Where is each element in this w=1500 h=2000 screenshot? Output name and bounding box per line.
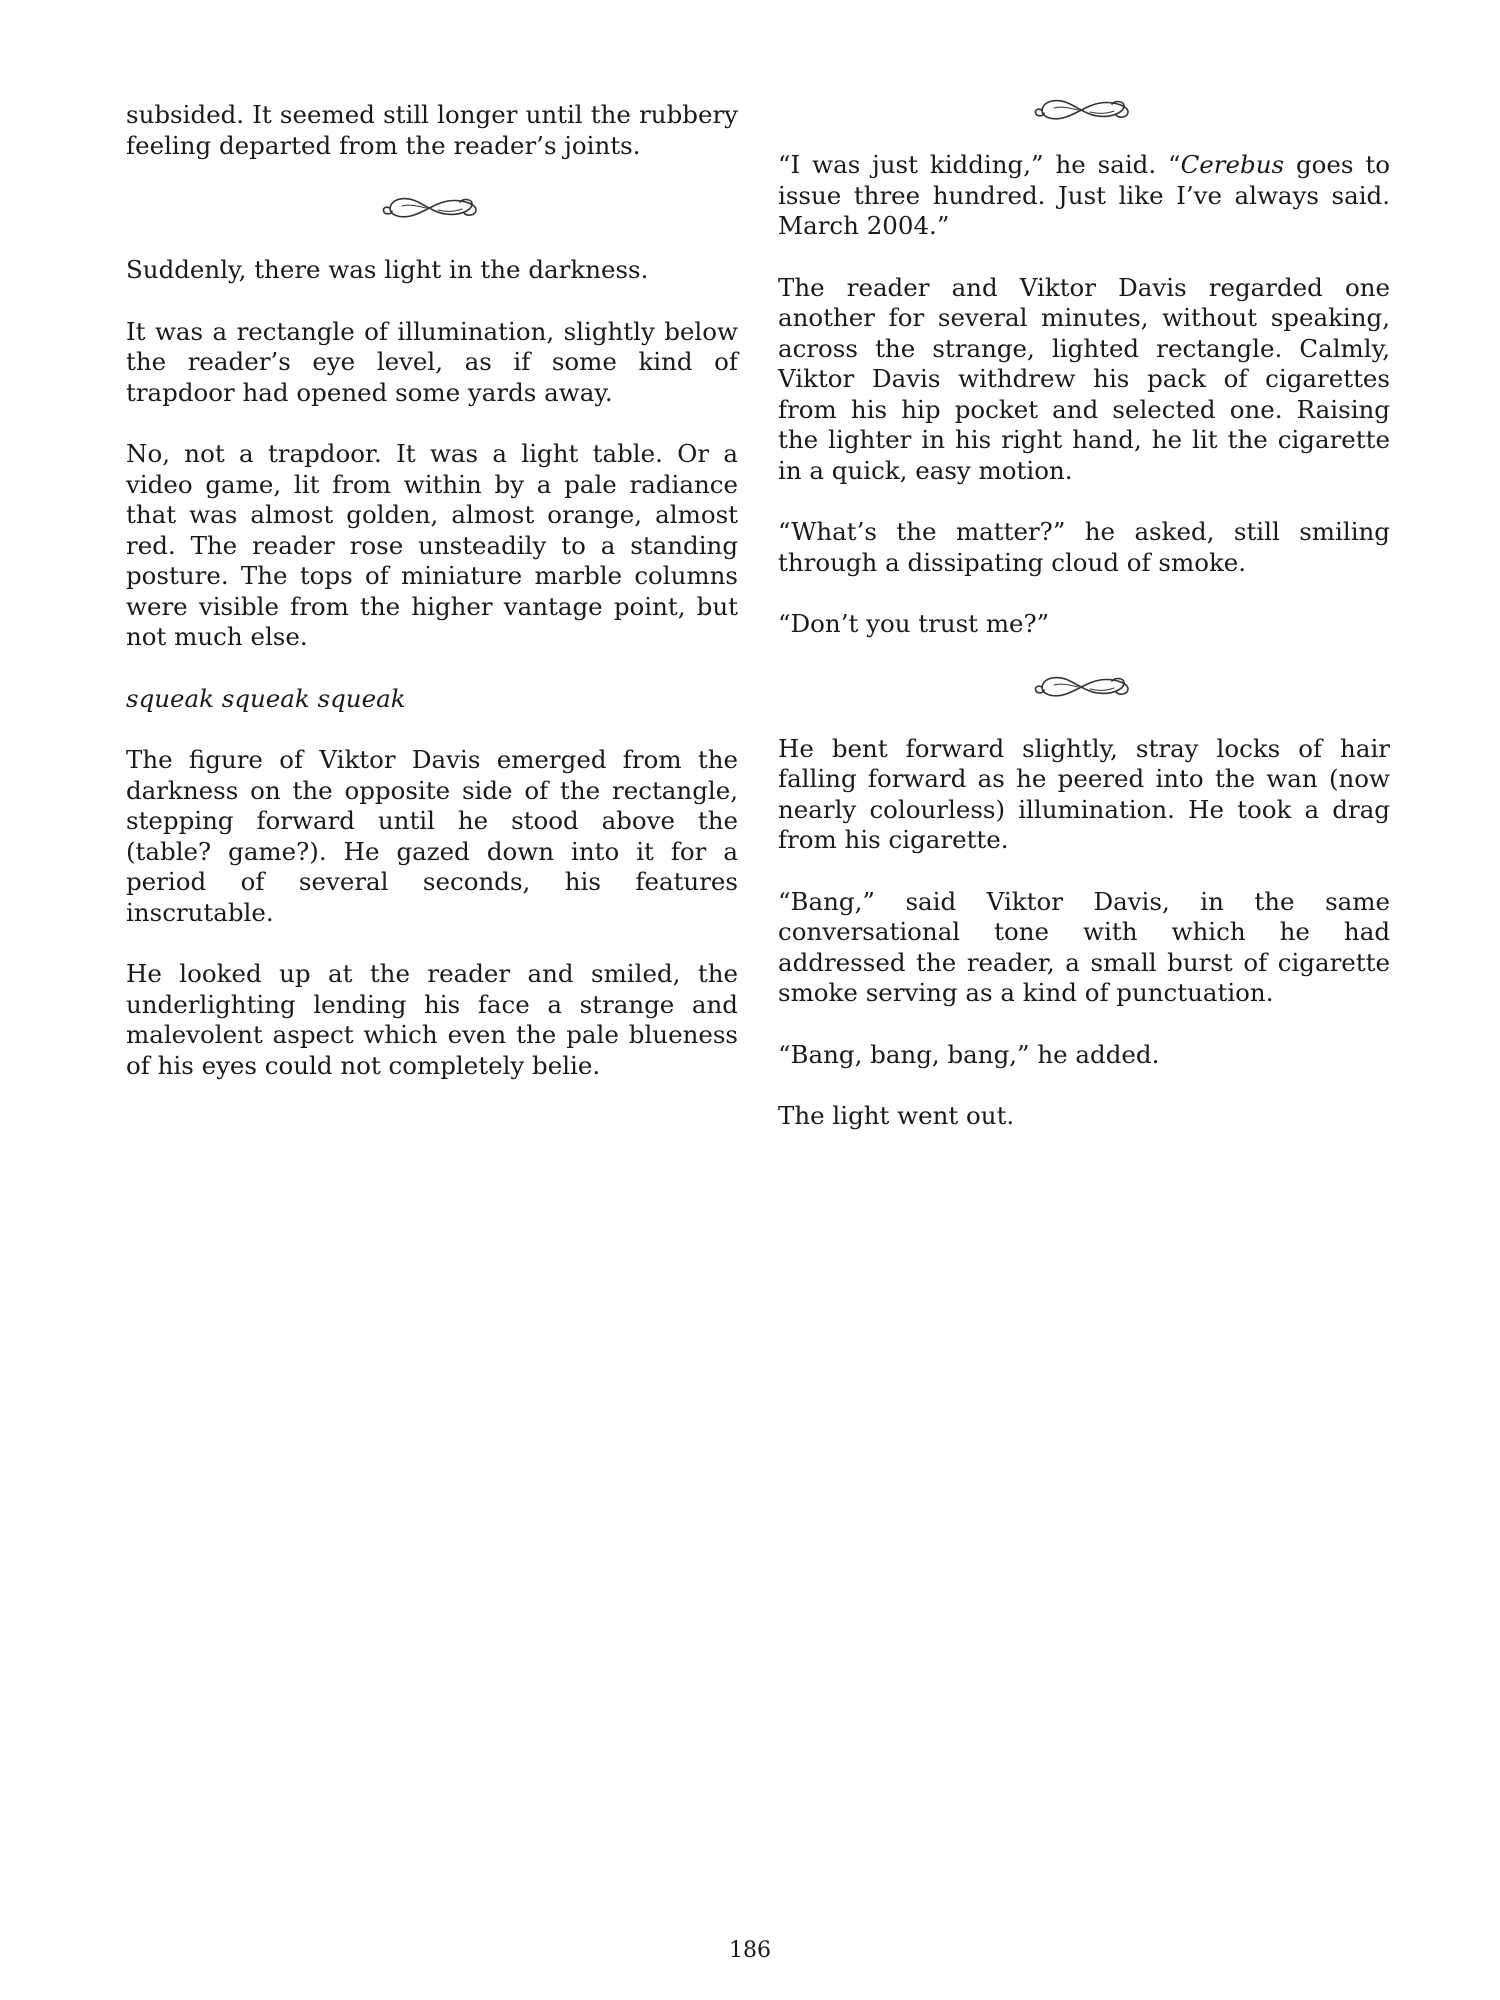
paragraph: “Don’t you trust me?” [778,609,1050,638]
paragraph: “Bang,” said Viktor Davis, in the same conversational tone with which he had addressed the reader, a small burst of cigarette smoke serving as a kind of punctuation. [778,886,1390,1007]
paragraph-sound-effect: squeak squeak squeak [126,683,406,713]
paragraph [778,150,1390,242]
paragraph: The figure of Viktor Davis emerged from the darkness on the opposite side of the rectangle, stepping forward until he stood above the (table? game?). He gazed down into it for a period of several seconds, his features inscrutable. [126,745,738,927]
flourish-divider-icon [778,94,1390,126]
paragraph: He looked up at the reader and smiled, the underlighting lending his face a strange and malevolent aspect which even the pale blueness of his eyes could not completely belie. [126,959,738,1080]
text-run: goes to issue three hundred. Just like I’ve always said. March 2004.” [778,150,1390,240]
right-column [778,100,1390,1163]
paragraph: “What’s the matter?” he asked, still smiling through a dissipating cloud of smoke. [778,517,1390,577]
flourish-divider-icon [778,671,1390,703]
paragraph: The light went out. [778,1101,1015,1130]
page-number: 186 [729,1938,771,1963]
paragraph: Suddenly, there was light in the darkness. [126,255,649,284]
paragraph: It was a rectangle of illumination, slightly below the reader’s eye level, as if some kind of trapdoor had opened some yards away. [126,316,738,407]
text-run: “I was just kidding,” he said. “ [778,150,1181,179]
paragraph: No, not a trapdoor. It was a light table. Or a video game, lit from within by a pale radiance that was almost golden, almost orange, almost red. The reader rose unsteadily to a standing posture. The tops of miniature marble columns were visible from the higher vantage point, but not much else. [126,439,738,651]
left-column [126,100,738,1112]
paragraph: The reader and Viktor Davis regarded one another for several minutes, without speaking, across the strange, lighted rectangle. Calmly, Viktor Davis withdrew his pack of cigarettes from his hip pocket and selected one. Raising the lighter in his right hand, he lit the cigarette in a quick, easy motion. [778,272,1390,485]
paragraph: He bent forward slightly, stray locks of hair falling forward as he peered into the wan (now nearly colourless) illumination. He took a drag from his cigarette. [778,733,1390,854]
paragraph: subsided. It seemed still longer until the rubbery feeling departed from the reader’s joints. [126,100,738,160]
book-title: Cerebus [1180,150,1285,179]
paragraph: “Bang, bang, bang,” he added. [778,1039,1160,1069]
flourish-divider-icon [126,192,738,224]
